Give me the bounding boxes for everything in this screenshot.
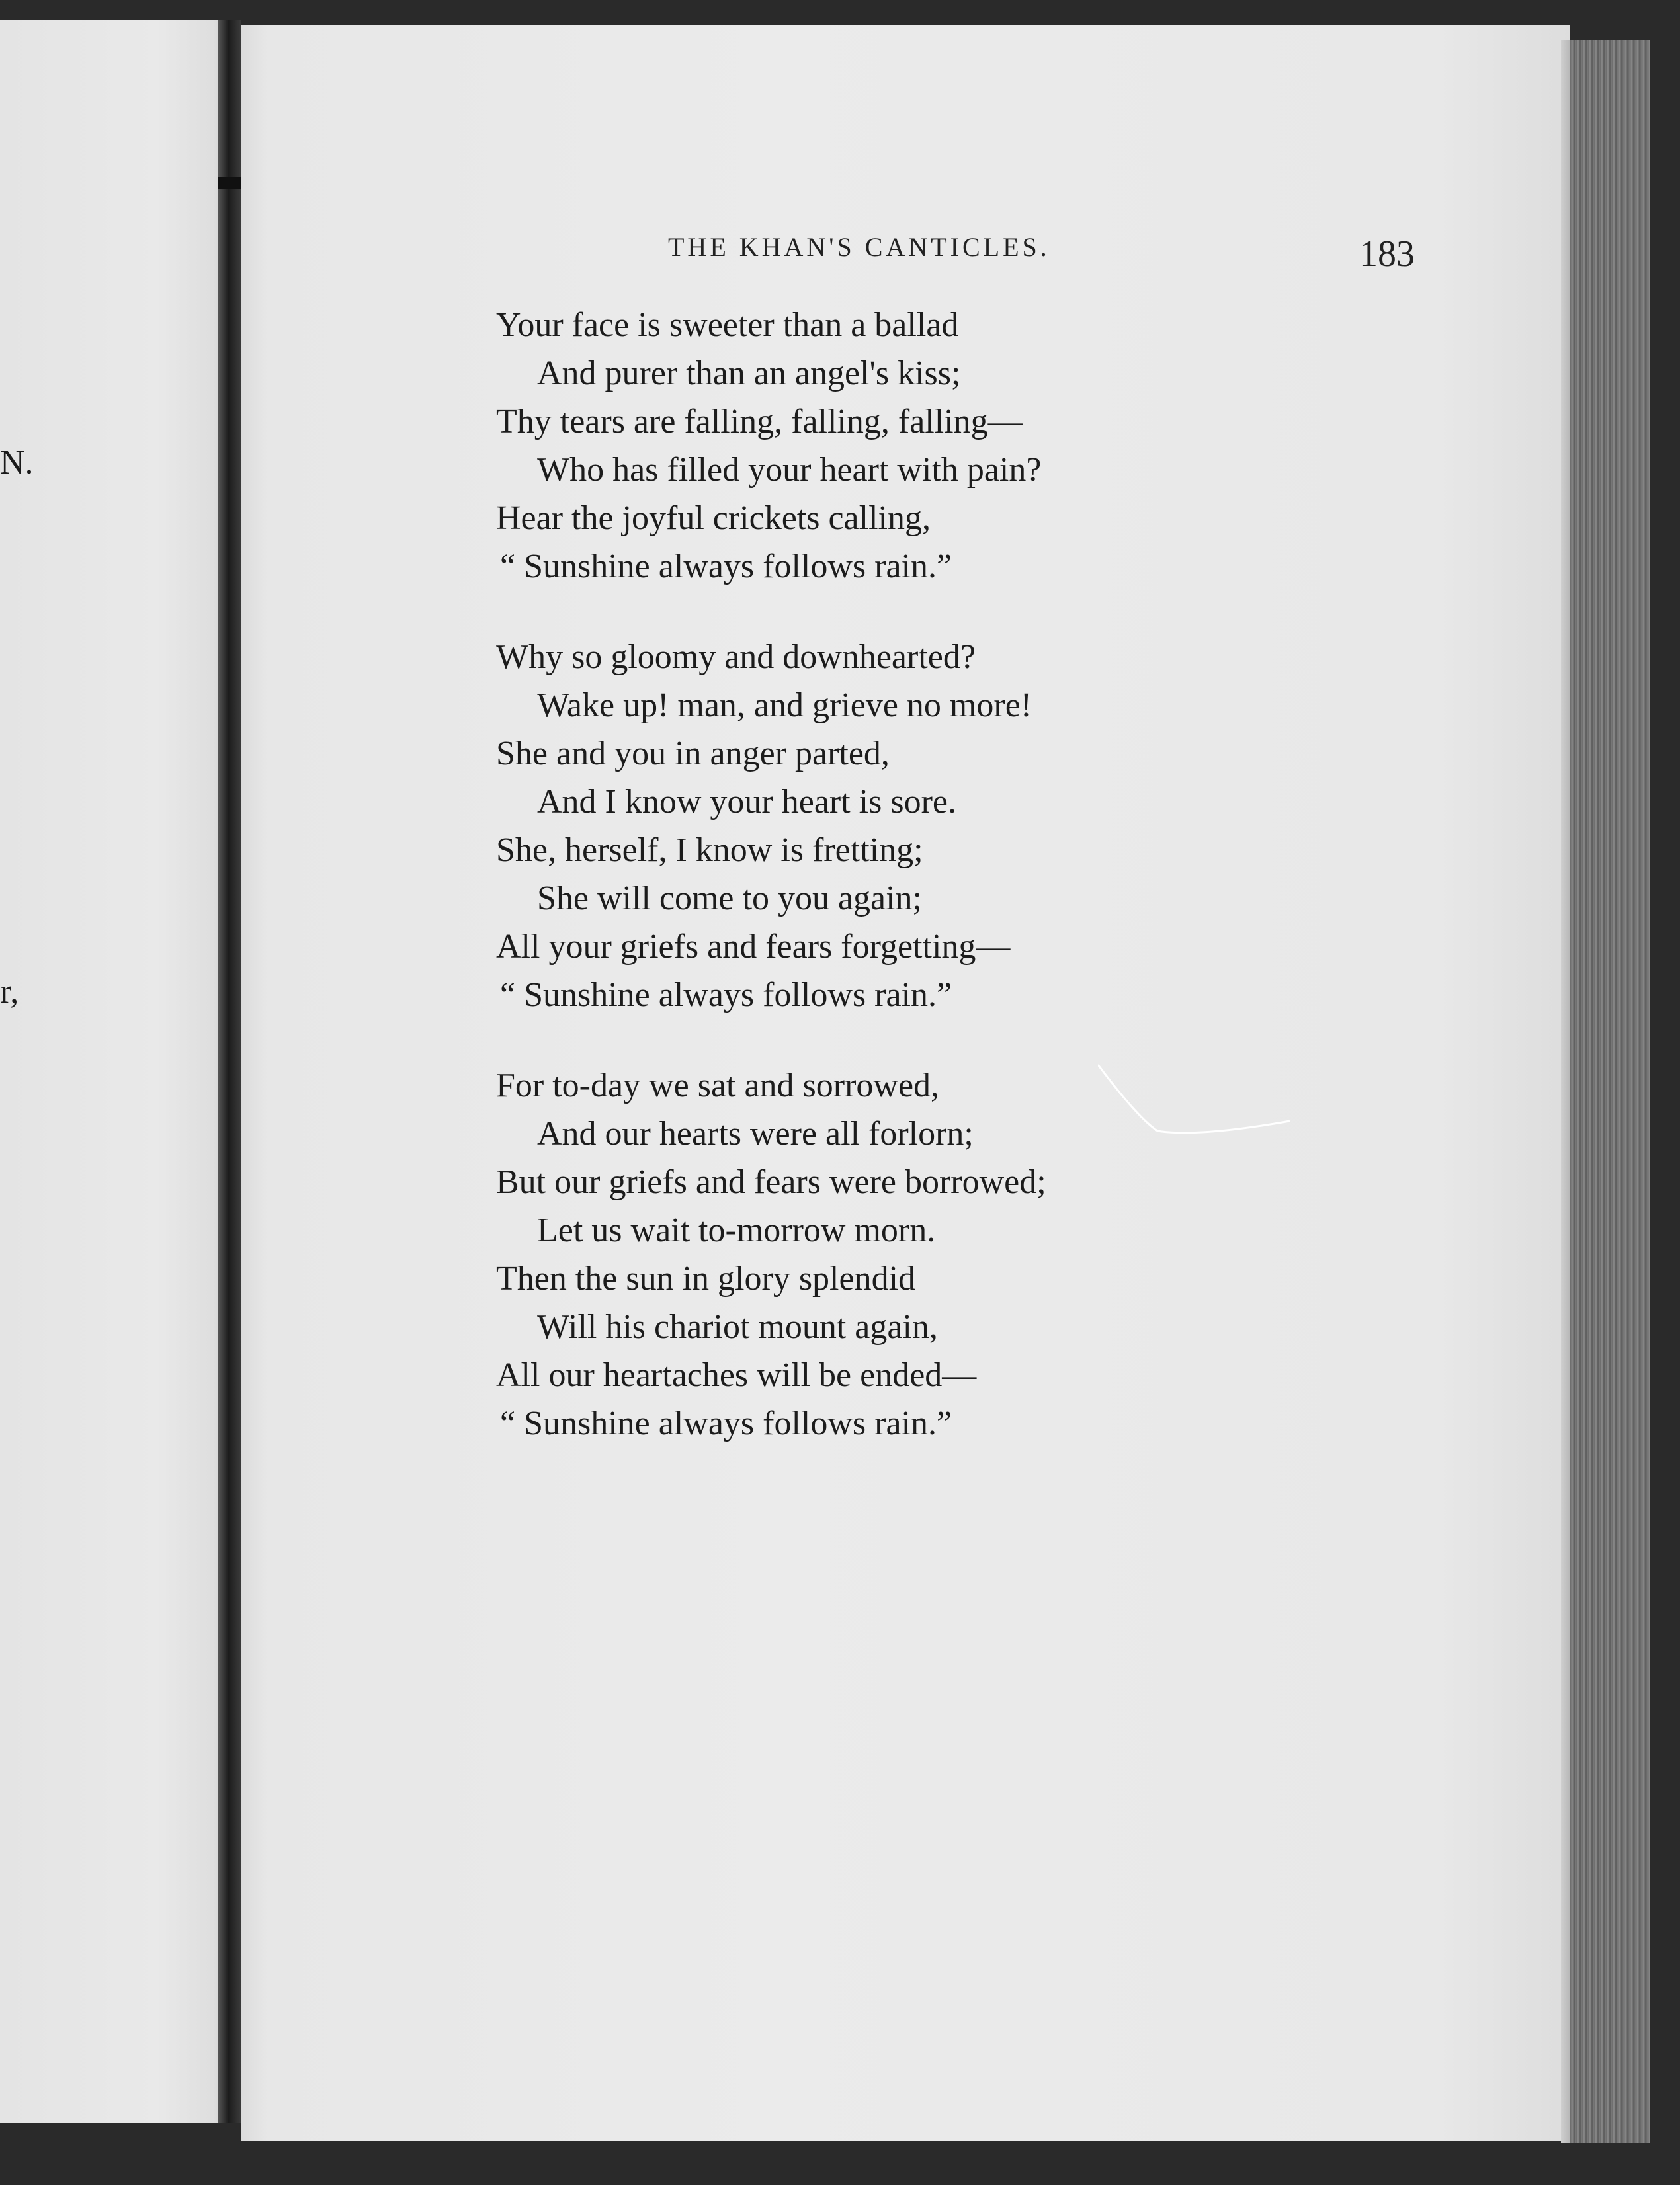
poem-line: Let us wait to-morrow morn.	[537, 1212, 936, 1249]
book-gutter	[218, 20, 241, 2123]
page-number: 183	[1359, 233, 1415, 274]
poem-line: Then the sun in glory splendid	[496, 1260, 916, 1298]
stanza	[496, 633, 1323, 1019]
poem-line: She, herself, I know is fretting;	[496, 831, 923, 869]
scan-scratch-mark	[1098, 1058, 1296, 1144]
poem-line: “ Sunshine always follows rain.”	[500, 1405, 952, 1442]
facing-page-text-fragment: r,	[0, 973, 19, 1010]
poem-line: Thy tears are falling, falling, falling—	[496, 403, 1023, 440]
poem-line: And our hearts were all forlorn;	[537, 1115, 974, 1153]
poem-line: All your griefs and fears forgetting—	[496, 928, 1011, 966]
page-fore-edge	[1570, 40, 1650, 2143]
facing-page-text-fragment: N.	[0, 444, 34, 481]
poem-line: “ Sunshine always follows rain.”	[500, 548, 952, 585]
poem	[496, 301, 1323, 1490]
poem-line: Will his chariot mount again,	[537, 1308, 938, 1346]
facing-page	[0, 20, 225, 2123]
poem-line: Hear the joyful crickets calling,	[496, 499, 931, 537]
poem-line: And I know your heart is sore.	[537, 783, 956, 821]
poem-line: “ Sunshine always follows rain.”	[500, 976, 952, 1014]
poem-line: And purer than an angel's kiss;	[537, 354, 961, 392]
poem-line: But our griefs and fears were borrowed;	[496, 1163, 1046, 1201]
poem-line: Wake up! man, and grieve no more!	[537, 686, 1032, 724]
poem-line: Your face is sweeter than a ballad	[496, 306, 959, 344]
poem-line: Why so gloomy and downhearted?	[496, 638, 976, 676]
poem-line: She will come to you again;	[537, 880, 923, 917]
poem-line: All our heartaches will be ended—	[496, 1356, 977, 1394]
poem-line: For to-day we sat and sorrowed,	[496, 1067, 940, 1104]
running-head: THE KHAN'S CANTICLES.	[668, 232, 1050, 262]
stanza	[496, 301, 1323, 591]
poem-line: Who has filled your heart with pain?	[537, 451, 1042, 489]
poem-line: She and you in anger parted,	[496, 735, 890, 772]
